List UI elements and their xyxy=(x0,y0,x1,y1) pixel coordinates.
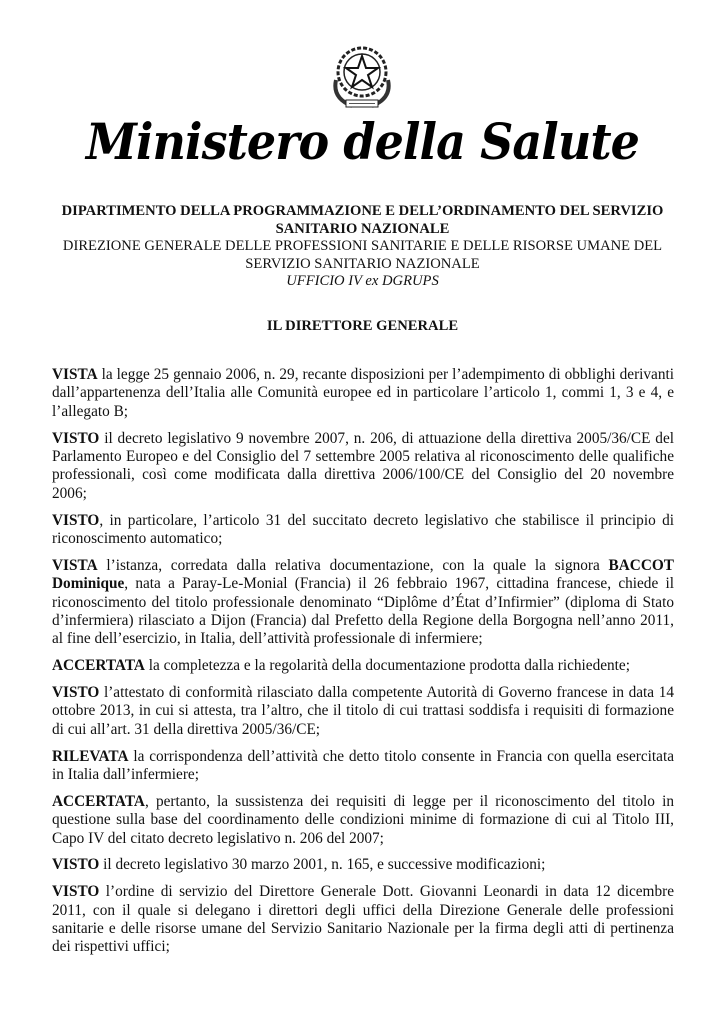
department-line: SANITARIO NAZIONALE xyxy=(275,220,450,237)
paragraph xyxy=(52,557,674,649)
paragraph xyxy=(52,856,674,874)
paragraph-lead: VISTA xyxy=(52,366,98,383)
paragraph-text: la completezza e la regolarità della documentazione prodotta dalla richiedente; xyxy=(144,657,630,675)
paragraph-lead: VISTO xyxy=(52,856,100,874)
paragraph-text: , nata a Paray-Le-Monial (Francia) il 26 febbraio 1967, cittadina francese, chiede il riconoscimento del titolo professionale denominato “Diplôme d’État d’Infirmier” (diploma di Stato d’infermiera) rilasciato a Dijon (Francia) dal Prefetto della Regione della Borgogna nell’anno 2011, al fine dell’esercizio, in Italia, dell’attività professionale di infermiere; xyxy=(52,575,674,648)
office-line: UFFICIO IV ex DGRUPS xyxy=(286,273,439,290)
paragraph-text: il decreto legislativo 9 novembre 2007, n. 206, di attuazione della direttiva 2005/36/CE del Parlamento Europeo e del Consiglio del 7 settembre 2005 relativa al riconoscimento delle qualifiche professionali, così come modificata dalla direttiva 2006/100/CE del Consiglio del 20 novembre 2006; xyxy=(52,429,674,502)
paragraph-lead: RILEVATA xyxy=(52,747,129,765)
paragraph-lead: VISTO xyxy=(52,511,100,529)
direction-line: DIREZIONE GENERALE DELLE PROFESSIONI SANITARIE E DELLE RISORSE UMANE DEL xyxy=(62,238,663,255)
paragraph xyxy=(52,657,674,675)
paragraph-lead: VISTA xyxy=(52,556,98,574)
paragraph-text: l’attestato di conformità rilasciato dalla competente Autorità di Governo francese in data 14 ottobre 2013, in cui si attesta, tra l’altro, che il titolo di cui trattasi soddisfa i requisiti di formazione di cui all’art. 31 della direttiva 2005/36/CE; xyxy=(52,684,674,738)
paragraph-text: l’ordine di servizio del Direttore Generale Dott. Giovanni Leonardi in data 12 dicembre 2011, con il quale si delegano i direttori degli uffici della Direzione Generale delle professioni sanitarie e delle risorse umane del Servizio Sanitario Nazionale per la firma degli atti di pertinenza dei rispettivi uffici; xyxy=(52,883,674,956)
paragraph-lead: VISTO xyxy=(52,883,100,901)
document-title: IL DIRETTORE GENERALE xyxy=(266,318,459,334)
paragraph-text: l’istanza, corredata dalla relativa documentazione, con la quale la signora xyxy=(97,556,609,574)
paragraph xyxy=(52,684,674,739)
department-line: DIPARTIMENTO DELLA PROGRAMMAZIONE E DELL’ORDINAMENTO DEL SERVIZIO xyxy=(61,203,664,219)
ministry-logo: Ministero della Salute xyxy=(85,112,640,171)
paragraph xyxy=(52,748,674,785)
paragraph xyxy=(52,430,674,504)
paragraph-text: , pertanto, la sussistenza dei requisiti di legge per il riconoscimento del titolo in questione sulla base del coordinamento delle condizioni minime di formazione di cui al Titolo III, Capo IV del citato decreto legislativo n. 206 del 2007; xyxy=(52,792,674,847)
applicant-name: BACCOT Dominique xyxy=(52,556,674,593)
direction-line: SERVIZIO SANITARIO NAZIONALE xyxy=(245,255,480,272)
paragraph xyxy=(52,366,674,421)
paragraph xyxy=(52,512,674,549)
paragraph-lead: ACCERTATA xyxy=(52,792,145,810)
document-body xyxy=(52,366,674,965)
paragraph xyxy=(52,883,674,957)
paragraph-lead: VISTO xyxy=(52,684,100,702)
paragraph-text: la corrispondenza dell’attività che detto titolo consente in Francia con quella esercitata in Italia dall’infermiere; xyxy=(52,747,674,784)
letterhead xyxy=(40,203,685,291)
italian-republic-emblem-icon xyxy=(322,40,402,112)
paragraph xyxy=(52,793,674,848)
paragraph-lead: ACCERTATA xyxy=(52,657,145,675)
paragraph-text: la legge 25 gennaio 2006, n. 29, recante disposizioni per l’adempimento di obblighi derivanti dall’appartenenza dell’Italia alle Comunità europee ed in particolare l’articolo 1, commi 1, 3 e 4, e l’allegato B; xyxy=(52,366,674,420)
paragraph-text: , in particolare, l’articolo 31 del succitato decreto legislativo che stabilisce il principio di riconoscimento automatico; xyxy=(52,511,674,548)
paragraph-lead: VISTO xyxy=(52,429,100,447)
paragraph-text: il decreto legislativo 30 marzo 2001, n. 165, e successive modificazioni; xyxy=(99,856,546,874)
